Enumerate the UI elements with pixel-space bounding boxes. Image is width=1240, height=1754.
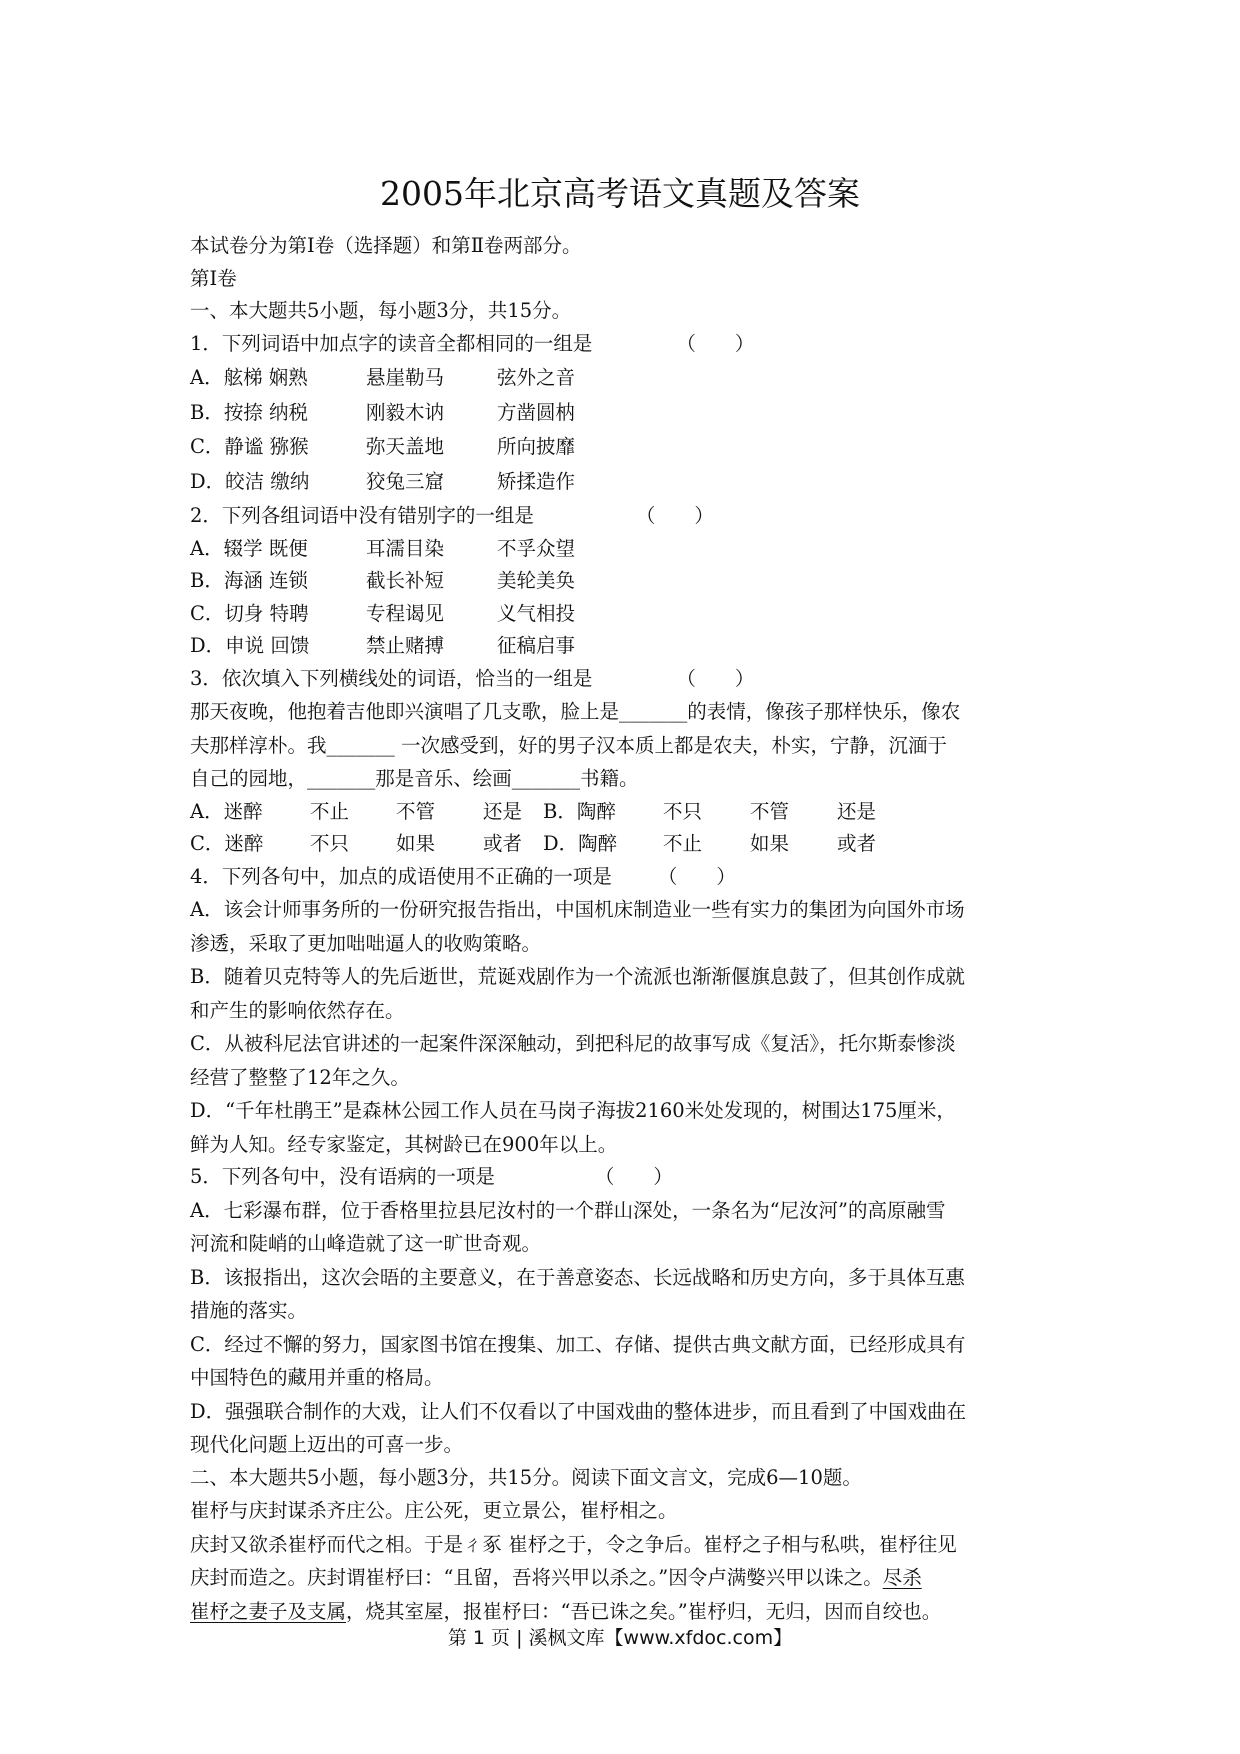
q3-options-cd: C．迷醉 不只 如果 或者 D．陶醉 不止 如果 或者 — [190, 832, 877, 855]
q3-passage-line-2: 夫那样淳朴。我_______ 一次感受到，好的男子汉本质上都是农夫，朴实，宁静，沉湎于 — [190, 733, 947, 757]
q2-option-b: B．海涵 连锁 截长补短 美轮美奂 — [190, 569, 576, 592]
exam-body — [190, 230, 1060, 1628]
q1-option-b: B．按捺 纳税 刚毅木讷 方凿圆枘 — [190, 400, 576, 424]
classical-text-line-1: 崔杼与庆封谋杀齐庄公。庄公死，更立景公，崔杼相之。 — [190, 1499, 678, 1522]
q5-option-b-line-2: 措施的落实。 — [190, 1299, 308, 1322]
underlined-phrase: 尽杀 — [882, 1566, 922, 1589]
q4-option-a-line-1: A．该会计师事务所的一份研究报告指出，中国机床制造业一些有实力的集团为向国外市场 — [190, 898, 965, 921]
q2-option-c: C．切身 特聘 专程谒见 义气相投 — [190, 601, 576, 625]
classical-text-line-2: 庆封又欲杀崔杼而代之相。于是ㄔ豖 崔杼之于，令之争后。崔杼之子相与私哄，崔杼往见 — [190, 1532, 957, 1556]
classical-text-line-4: 崔杼之妻子及支属，烧其室屋，报崔杼曰：“吾已诛之矣。”崔杼归，无归，因而自绞也。 — [190, 1599, 942, 1623]
q3-passage-line-3: 自己的园地，_______那是音乐、绘画_______书籍。 — [190, 767, 639, 790]
q2-option-d: D．申说 回馈 禁止赌搏 征稿启事 — [190, 634, 576, 657]
q5-option-c-line-2: 中国特色的藏用并重的格局。 — [190, 1366, 444, 1389]
q5-option-a-line-2: 河流和陡峭的山峰造就了这一旷世奇观。 — [190, 1232, 542, 1255]
question-2: 2．下列各组词语中没有错别字的一组是 （ ） — [190, 504, 714, 527]
q4-option-b-line-1: B．随着贝克特等人的先后逝世，荒诞戏剧作为一个流派也渐渐偃旗息鼓了，但其创作成就 — [190, 965, 965, 988]
q4-option-a-line-2: 渗透，采取了更加咄咄逼人的收购策略。 — [190, 931, 542, 955]
q3-options-ab: A．迷醉 不止 不管 还是 B．陶醉 不只 不管 还是 — [190, 799, 877, 823]
q2-option-a: A．辍学 既便 耳濡目染 不孚众望 — [190, 536, 576, 560]
question-4: 4．下列各句中，加点的成语使用不正确的一项是 （ ） — [190, 864, 736, 888]
q3-passage-line-1: 那天夜晚，他抱着吉他即兴演唱了几支歌，脸上是_______的表情，像孩子那样快乐，像农 — [190, 700, 961, 723]
section-one-heading: 一、本大题共5小题，每小题3分，共15分。 — [190, 299, 572, 322]
q4-option-c-line-1: C．从被科尼法官讲述的一起案件深深触动，到把科尼的故事写成《复活》，托尔斯泰惨淡 — [190, 1032, 956, 1055]
intro-line: 本试卷分为第Ⅰ卷（选择题）和第Ⅱ卷两部分。 — [190, 234, 582, 257]
q4-option-d-line-1: D．“千年杜鹃王”是森林公园工作人员在马岗子海拔2160米处发现的，树围达175厘米， — [190, 1099, 956, 1122]
q5-option-b-line-1: B．该报指出，这次会晤的主要意义，在于善意姿态、长远战略和历史方向，多于具体互惠 — [190, 1265, 965, 1289]
q5-option-c-line-1: C．经过不懈的努力，国家图书馆在搜集、加工、存储、提供古典文献方面，已经形成具有 — [190, 1332, 966, 1356]
section-two-heading: 二、本大题共5小题，每小题3分，共15分。阅读下面文言文，完成6—10题。 — [190, 1465, 862, 1489]
page-title: 2005年北京高考语文真题及答案 — [380, 174, 860, 213]
q4-option-d-line-2: 鲜为人知。经专家鉴定，其树龄已在900年以上。 — [190, 1132, 618, 1156]
page-footer: 第 1 页 | 溪枫文库【www.xfdoc.com】 — [447, 1627, 793, 1649]
q5-option-d-line-2: 现代化问题上迈出的可喜一步。 — [190, 1433, 464, 1456]
question-5: 5．下列各句中，没有语病的一项是 （ ） — [190, 1165, 673, 1188]
q1-option-a: A．舷梯 娴熟 悬崖勒马 弦外之音 — [190, 366, 576, 389]
question-1: 1．下列词语中加点字的读音全都相同的一组是 （ ） — [190, 331, 755, 355]
q5-option-d-line-1: D．强强联合制作的大戏，让人们不仅看以了中国戏曲的整体进步，而且看到了中国戏曲在 — [190, 1399, 967, 1423]
q4-option-c-line-2: 经营了整整了12年之久。 — [190, 1065, 410, 1089]
volume-heading: 第Ⅰ卷 — [190, 266, 237, 290]
underlined-phrase: 崔杼之妻子及支属 — [190, 1599, 347, 1623]
classical-text-line-3: 庆封而造之。庆封谓崔杼曰：“且留，吾将兴甲以杀之。”因令卢满嫳兴甲以诛之。尽杀 — [190, 1566, 922, 1589]
q1-option-d: D．皎洁 缴纳 狡兔三窟 矫揉造作 — [190, 469, 576, 493]
q5-option-a-line-1: A．七彩瀑布群，位于香格里拉县尼汝村的一个群山深处，一条名为“尼汝河”的高原融雪 — [190, 1198, 946, 1222]
q4-option-b-line-2: 和产生的影响依然存在。 — [190, 998, 405, 1022]
q1-option-c: C．静谧 猕猴 弥天盖地 所向披靡 — [190, 435, 576, 458]
question-3: 3．依次填入下列横线处的词语，恰当的一组是 （ ） — [190, 666, 755, 690]
